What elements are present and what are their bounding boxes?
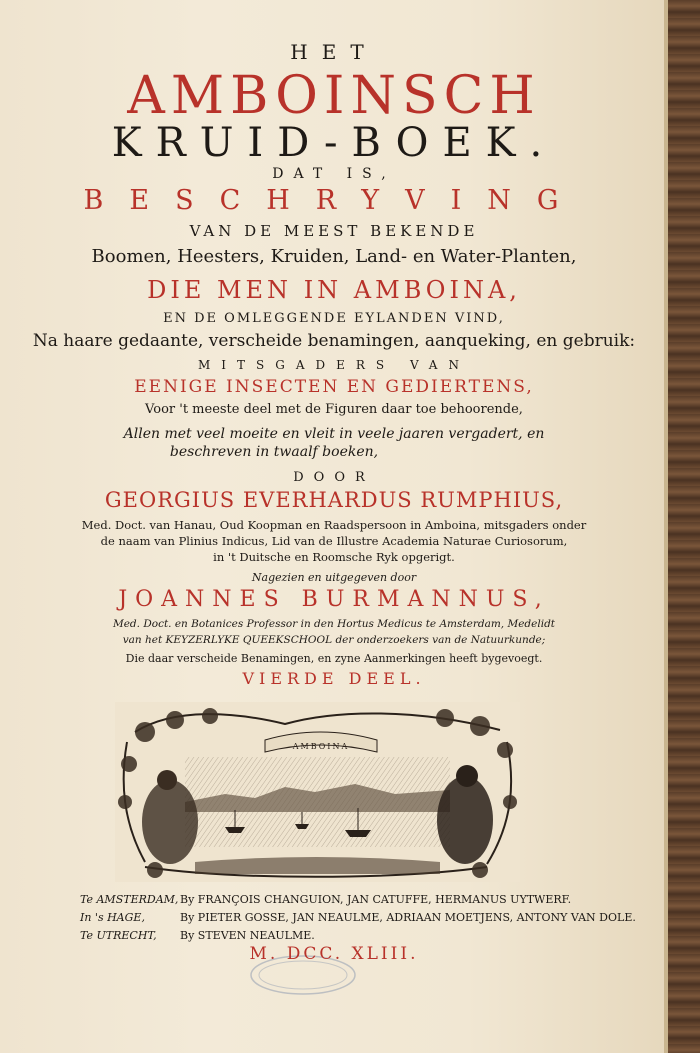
imprint-row-utrecht [80,929,315,942]
title-het: HET [290,40,378,64]
title-voor: Voor 't meeste deel met de Figuren daar toe behoorende, [145,402,523,417]
editor-name: JOANNES BURMANNUS, [118,587,550,612]
title-datis: DAT IS, [272,166,396,182]
editor-intro: Nagezien en uitgegeven door [251,571,417,584]
title-die-men: DIE MEN IN AMBOINA, [147,276,521,304]
title-amboinsch: AMBOINSCH [127,66,541,126]
editor-line-1: Med. Doct. en Botanices Professor in den Hortus Medicus te Amsterdam, Medelidt [112,618,556,630]
imprint-row-amsterdam [80,893,571,906]
emblem-banner-text: AMBOINA [292,742,350,751]
imprint-place: Te UTRECHT, [80,929,157,942]
title-allen: Allen met veel moeite en vleit in veele jaaren vergadert, en [123,426,545,442]
title-eenige: EENIGE INSECTEN EN GEDIERTENS, [134,377,534,397]
title-kruidboek: KRUID-BOEK. [111,120,557,166]
imprint-row-hage [80,911,636,924]
editor-line-3: Die daar verscheide Benamingen, en zyne Aanmerkingen heeft bygevoegt. [125,652,543,665]
title-door: DOOR [293,470,375,485]
author-line-2: de naam van Plinius Indicus, Lid van de Illustre Academia Naturae Curiosorum, [100,534,568,548]
imprint-printers: By STEVEN NEAULME. [180,929,315,942]
author-line-1: Med. Doct. van Hanau, Oud Koopman en Raadspersoon in Amboina, mitsgaders onder [81,518,587,532]
title-van-de-meest: VAN DE MEEST BEKENDE [189,222,479,240]
title-beschryving: BESCHRYVING [83,185,585,216]
title-boomen: Boomen, Heesters, Kruiden, Land- en Water-Planten, [91,246,577,267]
publication-year: M. DCC. XLIII. [249,944,419,964]
amboina-emblem-engraving [115,702,520,882]
imprint-printers: By PIETER GOSSE, JAN NEAULME, ADRIAAN MOETJENS, ANTONY VAN DOLE. [180,911,636,924]
title-mitsgaders: MITSGADERS VAN [198,358,470,372]
title-beschreven: beschreven in twaalf boeken, [169,444,379,460]
author-name: GEORGIUS EVERHARDUS RUMPHIUS, [104,488,564,512]
title-en-de: EN DE OMLEGGENDE EYLANDEN VIND, [163,311,505,326]
book-spine [668,0,700,1053]
volume-label: VIERDE DEEL. [242,669,426,688]
author-line-3: in 't Duitsche en Roomsche Ryk opgerigt. [213,550,455,564]
imprint-place: In 's HAGE, [80,911,145,924]
imprint-place: Te AMSTERDAM, [80,893,179,906]
editor-line-2: van het KEYZERLYKE QUEEKSCHOOL der onderzoekers van de Natuurkunde; [122,634,546,646]
imprint-printers: By FRANÇOIS CHANGUION, JAN CATUFFE, HERMANUS UYTWERF. [180,893,572,906]
title-na-haare: Na haare gedaante, verscheide benamingen, aanqueking, en gebruik: [32,331,636,351]
